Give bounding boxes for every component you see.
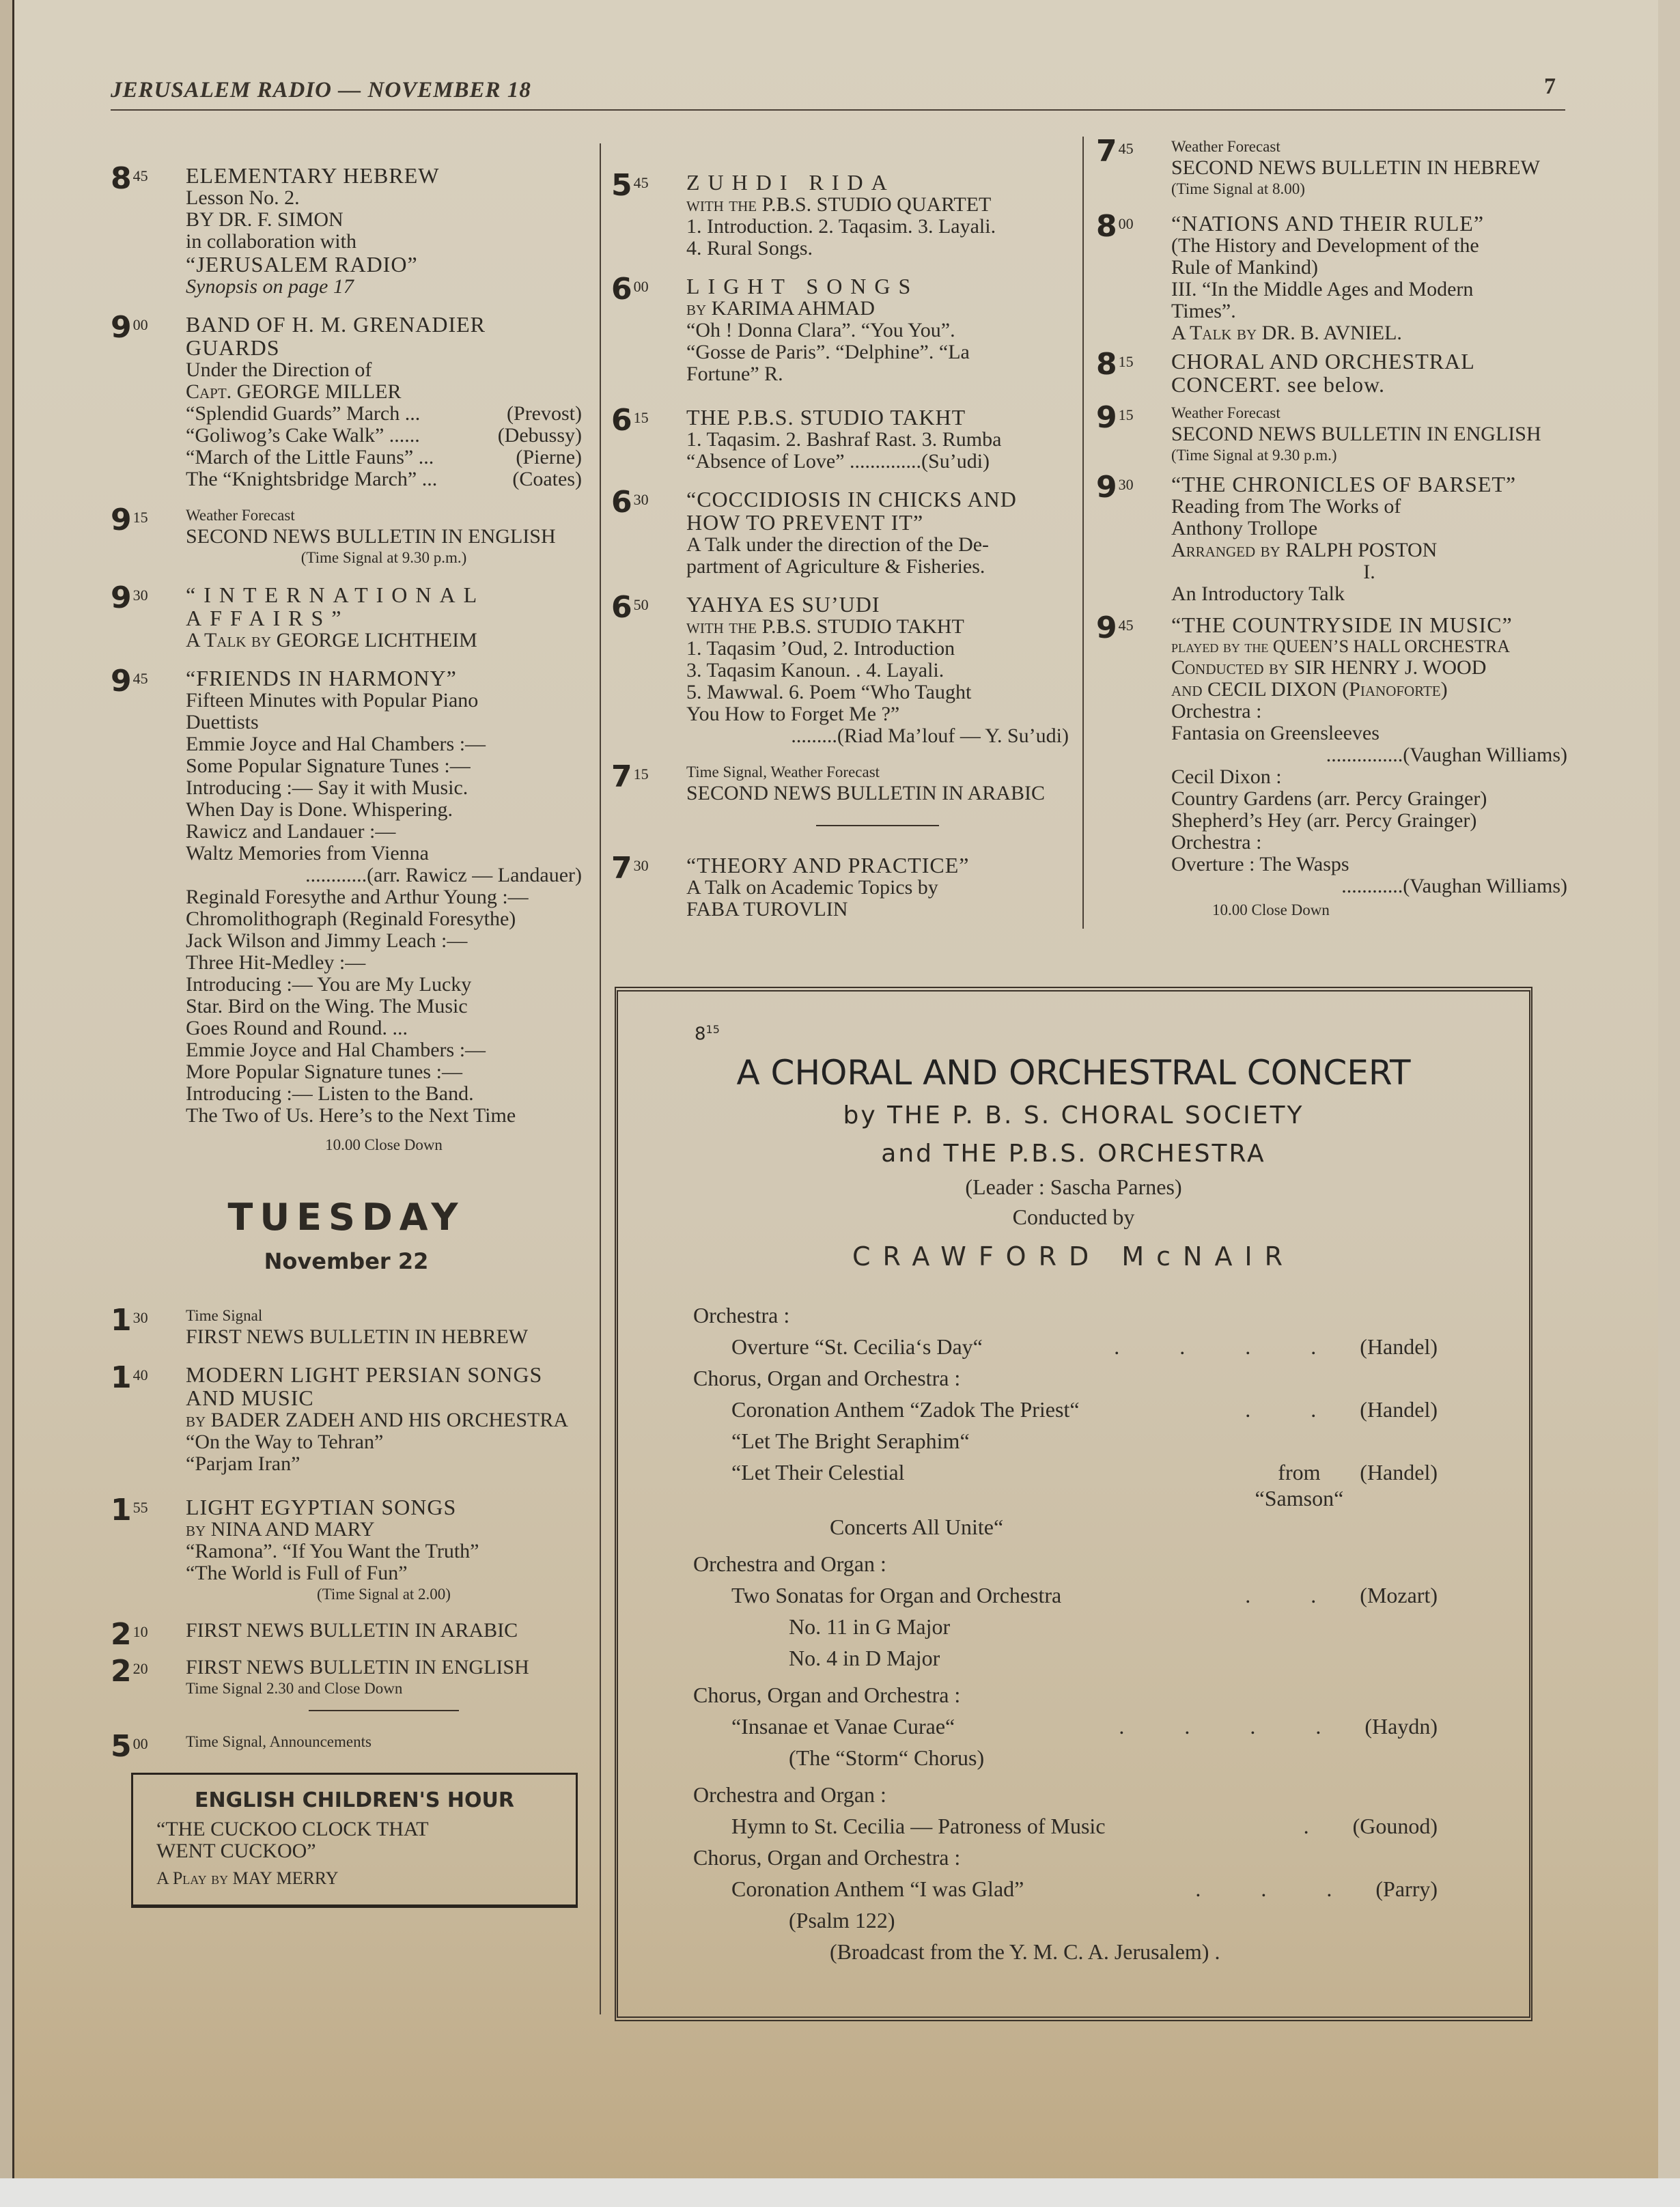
program-line: 3. Taqasim Kanoun. . 4. Layali.: [686, 659, 944, 681]
program-line: Reading from The Works of: [1171, 495, 1401, 518]
concert-performer: and THE P.B.S. ORCHESTRA: [881, 1139, 1266, 1168]
program-title: “NATIONS AND THEIR RULE”: [1171, 211, 1485, 236]
childrens-hour-box: [131, 1773, 578, 1908]
program-entry: [611, 485, 1069, 578]
program-piece: (The “Storm“ Chorus): [789, 1745, 985, 1770]
program-piece: (Psalm 122): [789, 1907, 895, 1932]
program-line: Jack Wilson and Jimmy Leach :—: [186, 929, 468, 952]
music-item: “March of the Little Fauns” ... (Pierne): [186, 446, 582, 468]
program-title: “INTERNATIONAL: [186, 582, 486, 607]
time-label: $2^{20}$: [111, 1654, 148, 1689]
time-label: $1^{40}$: [111, 1360, 148, 1395]
program-line: Emmie Joyce and Hal Chambers :—: [186, 1039, 486, 1061]
program-line: Under the Direction of: [186, 359, 372, 381]
program-section-heading: Orchestra :: [693, 1302, 790, 1327]
program-line: “The World is Full of Fun”: [186, 1562, 408, 1584]
time-label: $7^{45}$: [1096, 134, 1134, 169]
conducted-by-label: Conducted by: [1012, 1204, 1135, 1229]
program-presenter: A Talk by DR. B. AVNIEL.: [1171, 322, 1402, 344]
divider: [309, 1710, 459, 1711]
program-line: Goes Round and Round. ...: [186, 1017, 408, 1039]
program-line: “On the Way to Tehran”: [186, 1431, 384, 1453]
play-title: WENT CUCKOO”: [156, 1840, 316, 1862]
program-line: Introducing :— You are My Lucky: [186, 973, 472, 996]
time-label: $6^{15}$: [611, 403, 649, 438]
program-line: Times”.: [1171, 300, 1236, 322]
time-label: $9^{00}$: [111, 310, 148, 345]
program-title: AND MUSIC: [186, 1386, 314, 1410]
time-label: $9^{45}$: [111, 664, 148, 699]
program-line: 1. Taqasim ’Oud, 2. Introduction: [686, 637, 955, 660]
program-line: in collaboration with: [186, 230, 356, 253]
program-piece: Overture “St. Cecilia‘s Day“ . . . . (Handel): [731, 1334, 1438, 1359]
publication-title: JERUSALEM RADIO — NOVEMBER 18: [111, 78, 531, 102]
program-title: “FRIENDS IN HARMONY”: [186, 666, 457, 690]
background-surface: [0, 2178, 1680, 2207]
program-piece: Hymn to St. Cecilia — Patroness of Music . (Gounod): [731, 1813, 1438, 1838]
program-title: YAHYA ES SU’UDI: [686, 592, 880, 617]
program-presenter: BY DR. F. SIMON: [186, 208, 344, 231]
conductor-name: CRAWFORD McNAIR: [852, 1241, 1296, 1271]
program-line: An Introductory Talk: [1171, 582, 1345, 605]
program-line: Duettists: [186, 711, 259, 733]
program-entry: [1096, 134, 1567, 199]
program-entry: [111, 161, 582, 298]
program-title: MODERN LIGHT PERSIAN SONGS: [186, 1362, 543, 1387]
program-entry: [111, 580, 582, 651]
program-entry: [111, 666, 582, 1155]
program-presenter: by NINA AND MARY: [186, 1518, 375, 1541]
program-presenter: with the P.B.S. STUDIO QUARTET: [686, 193, 992, 216]
program-title: SECOND NEWS BULLETIN IN ENGLISH: [186, 525, 556, 548]
program-line: Weather Forecast: [1171, 138, 1280, 155]
program-entry: [611, 403, 1069, 473]
broadcast-note: (Broadcast from the Y. M. C. A. Jerusalem) .: [830, 1939, 1220, 1964]
program-line: Weather Forecast: [1171, 404, 1280, 421]
program-line: More Popular Signature tunes :—: [186, 1060, 462, 1083]
program-line: .........(Riad Ma’louf — Y. Su’udi): [791, 725, 1069, 747]
concert-program: [693, 1299, 1438, 1967]
program-section-heading: Orchestra and Organ :: [693, 1551, 886, 1576]
program-line: I.: [1363, 561, 1375, 583]
program-line: Chromolithograph (Reginald Foresythe): [186, 908, 516, 930]
play-title: “THE CUCKOO CLOCK THAT: [156, 1818, 429, 1840]
program-entry: [1096, 209, 1567, 344]
program-entry: [611, 590, 1069, 747]
program-title: CHORAL AND ORCHESTRAL: [1171, 349, 1475, 374]
program-line: When Day is Done. Whispering.: [186, 798, 453, 821]
program-title: THE P.B.S. STUDIO TAKHT: [686, 405, 966, 430]
program-presenter: and CECIL DIXON (Pianoforte): [1171, 678, 1448, 701]
program-entry: [611, 168, 1069, 259]
time-signal-note: (Time Signal at 8.00): [1171, 180, 1305, 197]
program-title: “THEORY AND PRACTICE”: [686, 853, 970, 877]
play-byline: A Play by MAY MERRY: [156, 1868, 339, 1888]
day-title: TUESDAY: [227, 1196, 465, 1239]
program-line: Fifteen Minutes with Popular Piano: [186, 689, 479, 712]
concert-time: $8^{15}$: [695, 1023, 720, 1045]
program-entry: [111, 1360, 582, 1475]
day-heading: [111, 1196, 582, 1274]
program-title: “THE COUNTRYSIDE IN MUSIC”: [1171, 613, 1513, 637]
program-entry: [111, 1495, 582, 1605]
program-line: Lesson No. 2.: [186, 186, 300, 209]
program-section-heading: Chorus, Organ and Orchestra :: [693, 1365, 961, 1390]
program-presenter: FABA TUROVLIN: [686, 898, 848, 920]
column-rule-2: [1082, 137, 1084, 929]
time-label: $9^{45}$: [1096, 610, 1134, 645]
program-line: Waltz Memories from Vienna: [186, 842, 429, 864]
program-title: FIRST NEWS BULLETIN IN ENGLISH: [186, 1656, 529, 1678]
program-entry: [1096, 400, 1567, 466]
column-3: [1096, 134, 1567, 936]
program-line: A Talk under the direction of the De-: [686, 533, 990, 556]
program-entry: [1096, 470, 1567, 605]
program-line: “Gosse de Paris”. “Delphine”. “La: [686, 341, 970, 363]
music-item: “Goliwog’s Cake Walk” ...... (Debussy): [186, 424, 582, 447]
program-title: LIGHT SONGS: [686, 274, 919, 298]
music-item: “Splendid Guards” March ... (Prevost): [186, 402, 582, 425]
program-title: SECOND NEWS BULLETIN IN ENGLISH: [1171, 423, 1541, 445]
program-line: Anthony Trollope: [1171, 517, 1318, 539]
program-line: Reginald Foresythe and Arthur Young :—: [186, 886, 529, 908]
program-title: “COCCIDIOSIS IN CHICKS AND: [686, 487, 1017, 511]
program-title: FIRST NEWS BULLETIN IN ARABIC: [186, 1619, 518, 1642]
program-entry: [611, 759, 1069, 826]
concert-performer: by THE P. B. S. CHORAL SOCIETY: [843, 1101, 1304, 1129]
day-date: November 22: [264, 1248, 429, 1274]
program-line: 1. Taqasim. 2. Bashraf Rast. 3. Rumba: [686, 428, 1002, 451]
program-line: Cecil Dixon :: [1171, 765, 1282, 788]
program-line: Time Signal, Announcements: [186, 1733, 372, 1750]
program-entry: [111, 1617, 582, 1652]
program-line: Introducing :— Listen to the Band.: [186, 1082, 474, 1105]
time-label: $5^{00}$: [111, 1729, 148, 1764]
page-binding: [0, 0, 14, 2207]
time-label: $8^{00}$: [1096, 209, 1134, 244]
program-title: SECOND NEWS BULLETIN IN ARABIC: [686, 782, 1045, 804]
program-entry: [111, 1729, 582, 1764]
program-line: ............(Vaughan Williams): [1341, 875, 1567, 897]
music-item: The “Knightsbridge March” ... (Coates): [186, 468, 582, 490]
program-line: Weather Forecast: [186, 507, 295, 524]
program-title: LIGHT EGYPTIAN SONGS: [186, 1495, 457, 1519]
column-2: [611, 168, 1069, 936]
time-label: $9^{30}$: [111, 580, 148, 615]
program-entry: [111, 505, 582, 568]
program-line: ...............(Vaughan Williams): [1326, 744, 1567, 766]
program-line: “Ramona”. “If You Want the Truth”: [186, 1540, 479, 1562]
program-presenter: Capt. GEORGE MILLER: [186, 380, 402, 403]
program-line: Fortune” R.: [686, 363, 783, 385]
time-label: $9^{15}$: [111, 503, 148, 537]
program-title: AFFAIRS”: [186, 606, 350, 630]
program-line: III. “In the Middle Ages and Modern: [1171, 278, 1474, 300]
program-presenter: A Talk by GEORGE LICHTHEIM: [186, 629, 477, 651]
program-piece: Coronation Anthem “Zadok The Priest“ . . (Handel): [731, 1396, 1438, 1422]
program-line: 1. Introduction. 2. Taqasim. 3. Layali.: [686, 215, 996, 238]
time-label: $9^{30}$: [1096, 470, 1134, 505]
program-entry: [611, 272, 1069, 385]
time-signal-note: (Time Signal at 9.30 p.m.): [1171, 447, 1337, 464]
program-line: “Absence of Love” ..............(Su’udi): [686, 450, 990, 473]
program-presenter: by BADER ZADEH AND HIS ORCHESTRA: [186, 1409, 569, 1431]
column-rule-1: [600, 143, 601, 2014]
time-signal-note: (Time Signal at 9.30 p.m.): [300, 549, 467, 566]
page-header: [111, 74, 1565, 111]
program-section-heading: Chorus, Organ and Orchestra :: [693, 1682, 961, 1707]
close-down-note: 10.00 Close Down: [1212, 901, 1330, 918]
close-down-note: 10.00 Close Down: [325, 1136, 443, 1153]
concert-title: A CHORAL AND ORCHESTRAL CONCERT: [736, 1052, 1411, 1093]
program-entry: [111, 1654, 582, 1711]
program-line: Orchestra :: [1171, 700, 1262, 722]
time-label: $9^{15}$: [1096, 400, 1134, 435]
program-title: GUARDS: [186, 335, 280, 360]
program-line: The Two of Us. Here’s to the Next Time: [186, 1104, 516, 1127]
program-line: A Talk on Academic Topics by: [686, 876, 938, 899]
program-line: Fantasia on Greensleeves: [1171, 722, 1380, 744]
program-line: “Oh ! Donna Clara”. “You You”.: [686, 319, 955, 341]
program-line: Star. Bird on the Wing. The Music: [186, 995, 468, 1017]
program-line: Country Gardens (arr. Percy Grainger): [1171, 787, 1487, 810]
concert-box: [615, 987, 1532, 2021]
program-entry: [1096, 610, 1567, 920]
program-section-heading: Orchestra and Organ :: [693, 1782, 886, 1807]
program-line: You How to Forget Me ?”: [686, 703, 900, 725]
childrens-hour-heading: ENGLISH CHILDREN'S HOUR: [195, 1788, 514, 1812]
program-line: Some Popular Signature Tunes :—: [186, 755, 471, 777]
program-piece: Coronation Anthem “I was Glad” . . . (Parry): [731, 1876, 1438, 1901]
program-presenter: with the P.B.S. STUDIO TAKHT: [686, 615, 964, 638]
program-title: HOW TO PREVENT IT”: [686, 510, 924, 535]
program-line: Overture : The Wasps: [1171, 853, 1349, 875]
time-label: $1^{30}$: [111, 1303, 148, 1338]
column-1: [111, 161, 582, 1908]
program-title: ZUHDI RIDA: [686, 170, 895, 195]
time-label: $1^{55}$: [111, 1493, 148, 1528]
divider: [816, 825, 939, 826]
program-piece: “Insanae et Vanae Curae“ . . . . (Haydn): [731, 1713, 1438, 1739]
program-title: CONCERT. see below.: [1171, 372, 1386, 397]
program-line: 4. Rural Songs.: [686, 237, 813, 259]
program-line: “JERUSALEM RADIO”: [186, 252, 418, 277]
synopsis-note: Synopsis on page 17: [186, 275, 354, 298]
time-label: $6^{50}$: [611, 590, 649, 625]
time-label: $7^{15}$: [611, 759, 649, 794]
program-piece: “Let The Bright Seraphim“: [731, 1428, 970, 1453]
program-line: ............(arr. Rawicz — Landauer): [305, 864, 582, 886]
program-line: Rawicz and Landauer :—: [186, 820, 396, 843]
program-line: partment of Agriculture & Fisheries.: [686, 555, 985, 578]
time-label: $7^{30}$: [611, 851, 649, 886]
program-line: Shepherd’s Hey (arr. Percy Grainger): [1171, 809, 1477, 832]
program-line: Three Hit-Medley :—: [186, 951, 366, 974]
program-piece: Concerts All Unite“: [830, 1514, 1004, 1539]
program-section-heading: Chorus, Organ and Orchestra :: [693, 1844, 961, 1870]
program-title: FIRST NEWS BULLETIN IN HEBREW: [186, 1325, 529, 1348]
program-title: BAND OF H. M. GRENADIER: [186, 312, 486, 337]
program-presenter: played by the QUEEN’S HALL ORCHESTRA: [1171, 636, 1510, 656]
time-label: $6^{00}$: [611, 272, 649, 307]
program-line: Rule of Mankind): [1171, 256, 1318, 279]
program-piece: “Let Their Celestial from “Samson“ (Handel): [693, 1457, 1438, 1511]
program-line: Introducing :— Say it with Music.: [186, 776, 468, 799]
program-piece: No. 4 in D Major: [789, 1645, 940, 1670]
program-entry: [1096, 347, 1567, 397]
program-line: “Parjam Iran”: [186, 1452, 300, 1475]
program-line: (The History and Development of the: [1171, 234, 1479, 257]
program-line: Time Signal: [186, 1307, 263, 1324]
time-label: $5^{45}$: [611, 168, 649, 203]
program-line: Orchestra :: [1171, 831, 1262, 854]
program-line: 5. Mawwal. 6. Poem “Who Taught: [686, 681, 972, 703]
program-presenter: Arranged by RALPH POSTON: [1171, 539, 1438, 561]
time-signal-note: (Time Signal at 2.00): [317, 1586, 451, 1603]
time-label: $8^{45}$: [111, 161, 148, 196]
concert-leader: (Leader : Sascha Parnes): [965, 1174, 1182, 1199]
program-title: SECOND NEWS BULLETIN IN HEBREW: [1171, 156, 1540, 179]
program-piece: No. 11 in G Major: [789, 1614, 951, 1639]
program-entry: [111, 310, 582, 490]
time-signal-note: Time Signal 2.30 and Close Down: [186, 1680, 403, 1697]
program-title: “THE CHRONICLES OF BARSET”: [1171, 472, 1517, 496]
program-line: Time Signal, Weather Forecast: [686, 763, 880, 781]
program-line: Emmie Joyce and Hal Chambers :—: [186, 733, 486, 755]
program-presenter: by KARIMA AHMAD: [686, 297, 875, 320]
time-label: $8^{15}$: [1096, 347, 1134, 382]
program-title: ELEMENTARY HEBREW: [186, 163, 440, 188]
program-entry: [111, 1303, 582, 1348]
page-number: 7: [1544, 74, 1556, 99]
from-samson-note: from “Samson“: [1255, 1459, 1344, 1510]
program-piece: Two Sonatas for Organ and Orchestra . . (Mozart): [731, 1582, 1438, 1607]
time-label: $2^{10}$: [111, 1617, 148, 1652]
time-label: $6^{30}$: [611, 485, 649, 520]
program-presenter: Conducted by SIR HENRY J. WOOD: [1171, 656, 1487, 679]
program-entry: [611, 851, 1069, 920]
